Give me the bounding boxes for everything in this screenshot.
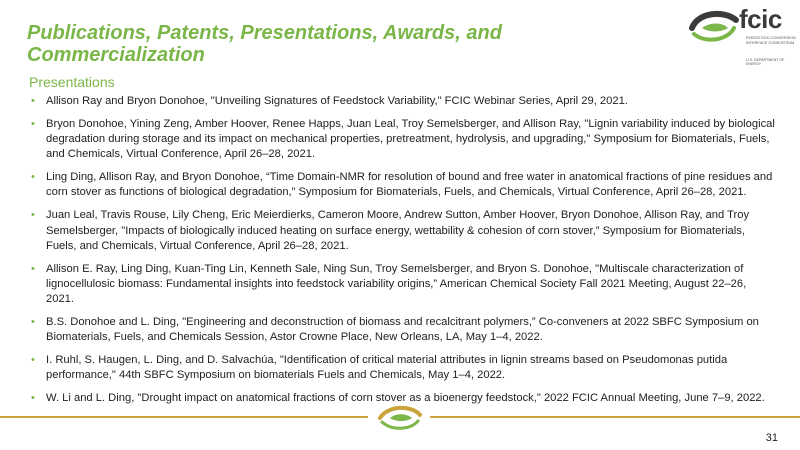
page-number: 31 <box>765 432 778 444</box>
presentation-text: Allison Ray and Bryon Donohoe, "Unveiling Signatures of Feedstock Variability," FCIC Webinar Series, April 29, 2021. <box>46 95 628 107</box>
bullet-icon: • <box>31 262 35 275</box>
footer-divider-right <box>430 416 800 418</box>
doe-label: U.S. DEPARTMENT OF ENERGY <box>746 58 785 66</box>
presentation-text: Ling Ding, Allison Ray, and Bryon Donohoe, “Time Domain-NMR for resolution of bound and free water in anatomical fractions of pine residues and corn stover as functions of biological degradation,” Symposium for Biomaterials, Fuels, and Chemicals, Virtual Conference, April 26–28, 2021. <box>46 171 773 199</box>
list-item <box>30 353 775 384</box>
bullet-icon: • <box>31 316 35 329</box>
page-title: Publications, Patents, Presentations, Awards, and Commercialization <box>27 22 502 66</box>
list-item <box>30 315 775 346</box>
bullet-icon: • <box>31 117 35 130</box>
presentation-list <box>30 94 775 414</box>
fcic-logo-mark-icon <box>688 6 740 46</box>
list-item <box>30 262 775 308</box>
bullet-icon: • <box>31 209 35 222</box>
presentation-text: B.S. Donohoe and L. Ding, "Engineering and deconstruction of biomass and recalcitrant polymers,” Co-conveners at 2022 SBFC Symposium on Biomaterials, Fuels, and Chemicals Session, Astor Crowne Place, New Orleans, LA, May 1–4, 2022. <box>46 316 759 344</box>
section-heading: Presentations <box>29 74 115 90</box>
presentation-text: Bryon Donohoe, Yining Zeng, Amber Hoover, Renee Happs, Juan Leal, Troy Semelsberger, and Allison Ray, "Lignin variability induced by biological degradation during storage and its impact on mechanical properties, pretreatment, hydrolysis, and upgrading," Symposium for Biomaterials, Fuels, and Chemicals, Virtual Conference, April 26–28, 2021. <box>46 117 775 161</box>
list-item <box>30 170 775 201</box>
bullet-icon: • <box>31 171 35 184</box>
presentation-text: Juan Leal, Travis Rouse, Lily Cheng, Eric Meierdierks, Cameron Moore, Andrew Sutton, Amber Hoover, Bryon Donohoe, Allison Ray, and Troy Semelsberger, "Impacts of biologically induced heating on surface energy, wettability & cohesion of corn stover,” Symposium for Biomaterials, Fuels, and Chemicals, Virtual Conference, April 26–28, 2021. <box>46 209 750 252</box>
list-item <box>30 94 775 109</box>
presentation-text: Allison E. Ray, Ling Ding, Kuan-Ting Lin, Kenneth Sale, Ning Sun, Troy Semelsberger, and Bryon S. Donohoe, "Multiscale characterization of lignocellulosic biomass: Fundamental insights into feedstock variability origins,” American Chemical Society Fall 2021 Meeting, August 22–26, 2021. <box>46 262 747 306</box>
bullet-icon: • <box>31 354 35 367</box>
fcic-logo-text: fcic <box>739 4 782 34</box>
bullet-icon: • <box>31 392 35 405</box>
list-item <box>30 117 775 163</box>
footer-logo-icon <box>374 403 426 433</box>
presentation-text: I. Ruhl, S. Haugen, L. Ding, and D. Salvachúa, "Identification of critical material attributes in lignin streams based on Pseudomonas putida performance," 44th SBFC Symposium on biomaterials Fuels and Chemicals, May 1–4, 2022. <box>46 354 728 382</box>
fcic-logo-subtitle: FEEDSTOCK-CONVERSION INTERFACE CONSORTIUM <box>746 36 796 45</box>
footer-divider-left <box>0 416 368 418</box>
presentation-text: W. Li and L. Ding, "Drought impact on anatomical fractions of corn stover as a bioenergy feedstock," 2022 FCIC Annual Meeting, June 7–9, 2022. <box>46 392 765 405</box>
bullet-icon: • <box>31 95 35 107</box>
list-item <box>30 208 775 254</box>
